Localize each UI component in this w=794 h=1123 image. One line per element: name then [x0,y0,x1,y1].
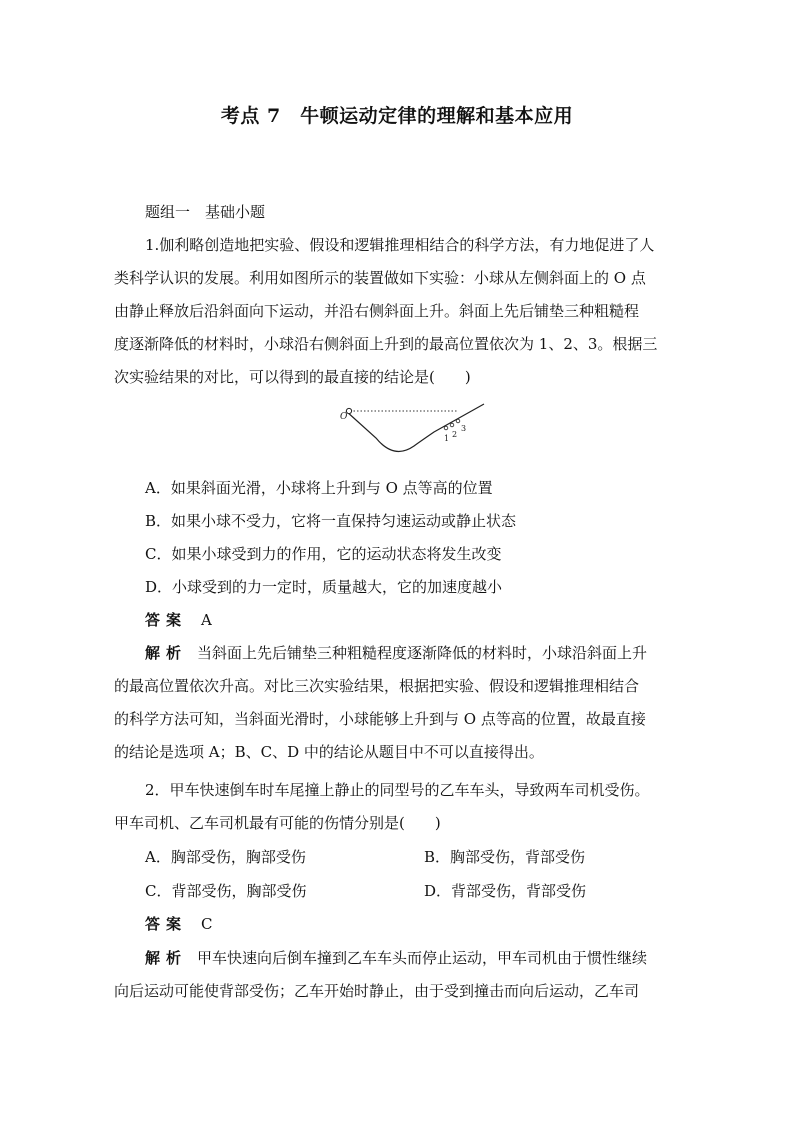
marker-1 [444,426,448,430]
point-1-label: 1 [444,434,450,443]
q2-answer [145,914,213,934]
analysis-text: 当斜面上先后铺垫三种粗糙程度逐渐降低的材料时，小球沿斜面上升 [197,644,648,662]
q1-analysis-line: 的科学方法可知，当斜面光滑时，小球能够上升到与 O 点等高的位置，故最直接 [114,710,646,728]
point-o-label: O [340,412,348,422]
marker-3 [456,419,460,423]
q1-stem-line: 度逐渐降低的材料时，小球沿右侧斜面上升到的最高位置依次为 1、2、3。根据三 [114,335,658,353]
q2-option-a: A．胸部受伤，胸部受伤 [145,848,306,866]
answer-value: C [201,915,213,933]
q1-stem-line: 类科学认识的发展。利用如图所示的装置做如下实验：小球从左侧斜面上的 O 点 [114,269,646,287]
q2-option-c: C．背部受伤，胸部受伤 [145,882,307,900]
q2-option-d: D．背部受伤，背部受伤 [424,882,587,900]
q1-analysis-line [145,643,647,663]
point-3-label: 3 [461,424,467,433]
answer-label: 答案 [145,915,188,933]
q1-option-b: B．如果小球不受力，它将一直保持匀速运动或静止状态 [145,512,517,530]
q1-option-d: D．小球受到的力一定时，质量越大，它的加速度越小 [145,578,503,596]
q1-stem-line: 由静止释放后沿斜面向下运动，并沿右侧斜面上升。斜面上先后铺垫三种粗糙程 [114,302,640,320]
page-title: 考点 7 牛顿运动定律的理解和基本应用 [220,105,574,127]
q1-stem-line: 次实验结果的对比，可以得到的最直接的结论是( ) [114,368,471,386]
q2-option-b: B．胸部受伤，背部受伤 [424,848,586,866]
q2-analysis-line [145,948,647,968]
answer-value: A [201,611,212,629]
q2-stem-line: 甲车司机、乙车司机最有可能的伤情分别是( ) [114,814,441,832]
point-2-label: 2 [452,430,458,439]
analysis-text: 甲车快速向后倒车撞到乙车车头而停止运动，甲车司机由于惯性继续 [197,949,648,967]
q2-analysis-line: 向后运动可能使背部受伤；乙车开始时静止，由于受到撞击而向后运动，乙车司 [114,982,640,1000]
q1-analysis-line: 的结论是选项 A；B、C、D 中的结论从题目中不可以直接得出。 [114,743,544,761]
answer-label: 答案 [145,611,188,629]
q1-stem-line: 1.伽利略创造地把实验、假设和逻辑推理相结合的科学方法，有力地促进了人 [145,236,655,254]
q1-analysis-line: 的最高位置依次升高。对比三次实验结果，根据把实验、假设和逻辑推理相结合 [114,677,640,695]
analysis-label: 解析 [145,949,188,967]
section-heading: 题组一 基础小题 [145,203,266,221]
q2-stem-line: 2．甲车快速倒车时车尾撞上静止的同型号的乙车车头，导致两车司机受伤。 [145,781,650,799]
q1-answer [145,610,212,630]
q1-option-c: C．如果小球受到力的作用，它的运动状态将发生改变 [145,545,502,563]
analysis-label: 解析 [145,644,188,662]
q1-option-a: A．如果斜面光滑，小球将上升到与 O 点等高的位置 [145,479,493,497]
incline-diagram [334,398,494,460]
marker-2 [450,423,454,427]
